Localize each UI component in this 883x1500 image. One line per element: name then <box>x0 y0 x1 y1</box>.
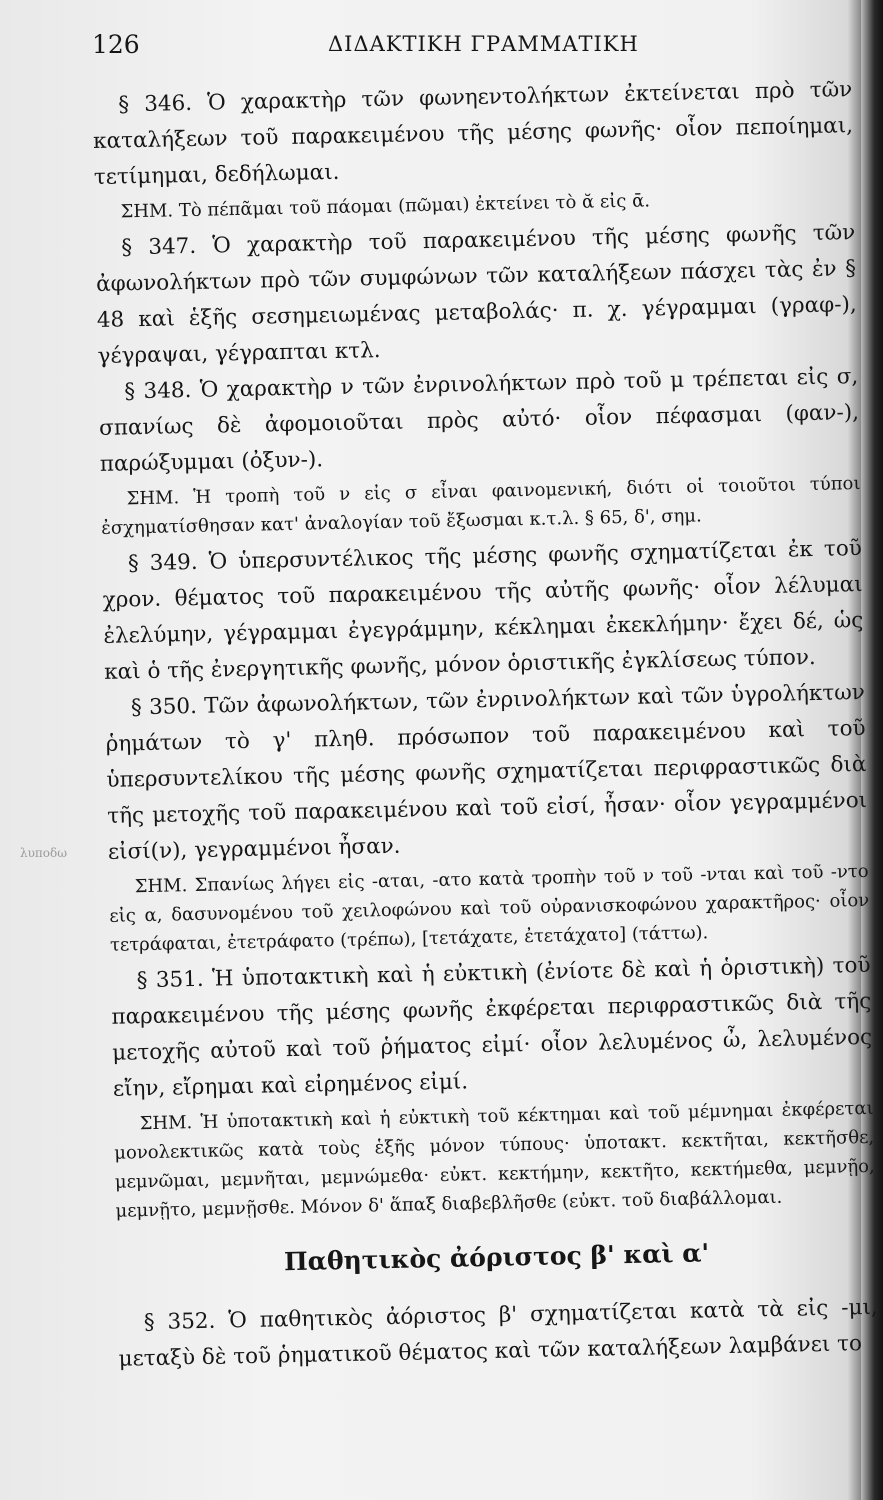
section-heading: Παθητικὸς ἀόριστος β' καὶ α' <box>283 1238 710 1277</box>
margin-bleed-text: λυποδω <box>20 846 68 860</box>
paragraph-348: § 348. Ὁ χαρακτὴρ ν τῶν ἐνρινολήκτων πρὸ τοῦ μ τρέπεται εἰς σ, σπανίως δὲ ἀφομοιοῦται πρὸς αὐτό· οἷον πέφασμαι (φαν-), παρώξυμμαι (ὀξυν-). <box>98 364 860 477</box>
paragraph-349: § 349. Ὁ ὑπερσυντέλικος τῆς μέσης φωνῆς σχηματίζεται ἐκ τοῦ χρον. θέματος τοῦ παρακειμένου τῆς αὐτῆς φωνῆς· οἷον λέλυμαι ἐλελύμην, γέγραμμαι ἐγεγράμμην, κέκλημαι ἐκεκλήμην· ἔχει δέ, ὡς καὶ ὁ τῆς ἐνεργητικῆς φωνῆς, μόνον ὁριστικῆς ἐγκλίσεως τύπον. <box>102 535 864 685</box>
paragraph-346: § 346. Ὁ χαρακτὴρ τῶν φωνηεντολήκτων ἐκτείνεται πρὸ τῶν καταλήξεων τοῦ παρακειμένου τῆς μέσης φωνῆς· οἷον πεποίημαι, τετίμημαι, δεδήλωμαι. <box>92 77 854 190</box>
paragraph-347: § 347. Ὁ χαρακτὴρ τοῦ παρακειμένου τῆς μέσης φωνῆς τῶν ἀφωνολήκτων πρὸ τῶν συμφώνων τῶν καταλήξεων πάσχει τὰς ἐν § 48 καὶ ἑξῆς σεσημειωμένας μεταβολάς· π. χ. γέγραμμαι (γραφ-), γέγραψαι, γέγραπται κτλ. <box>95 220 857 369</box>
page-header <box>92 30 852 70</box>
note-350: ΣΗΜ. Σπανίως λήγει εἰς -αται, -ατο κατὰ τροπὴν τοῦ ν τοῦ -νται καὶ τοῦ -ντο εἰς α, δασυνομένου τοῦ χειλοφώνου καὶ τοῦ οὐρανισκοφώνου χαρακτῆρος· οἷον τετράφαται, ἐτετράφατο (τρέπω), [τετάχατε, ἐτετάχατο] (τάττω). <box>109 860 870 956</box>
page-number: 126 <box>92 30 140 59</box>
note-346: ΣΗΜ. Τὸ πέπᾶμαι τοῦ πάομαι (πῶμαι) ἐκτείνει τὸ ᾰ εἰς ᾱ. <box>120 190 651 223</box>
note-351: ΣΗΜ. Ἡ ὑποτακτικὴ καὶ ἡ εὐκτικὴ τοῦ κέκτημαι καὶ τοῦ μέμνημαι ἐκφέρεται μονολεκτικῶς κατὰ τοὺς ἑξῆς μόνον τύπους· ὑποτακτ. κεκτῆται, κεκτῆσθε, μεμνῶμαι, μεμνῆται, μεμνώμεθα· εὐκτ. κεκτήμην, κεκτῆτο, κεκτήμεθα, μεμνῇο, μεμνῇτο, μεμνῇσθε. Μόνον δ' ἅπαξ διαβεβλῆσθε (εὐκτ. τοῦ διαβάλλομαι. <box>114 1097 875 1222</box>
page-body <box>92 72 879 1378</box>
paragraph-352: § 352. Ὁ παθητικὸς ἀόριστος β' σχηματίζεται κατὰ τὰ εἰς -μι, μεταξὺ δὲ τοῦ ῥηματικοῦ θέματος καὶ τῶν καταλήξεων λαμβάνει το <box>118 1294 878 1372</box>
paragraph-351: § 351. Ἡ ὑποτακτικὴ καὶ ἡ εὐκτικὴ (ἐνίοτε δὲ καὶ ἡ ὁριστικὴ) τοῦ παρακειμένου τῆς μέσης φωνῆς ἐκφέρεται περιφραστικῶς διὰ τῆς μετοχῆς αὐτοῦ καὶ τοῦ ῥήματος εἰμί· οἷον λελυμένος ὦ, λελυμένος εἴην, εἴρημαι καὶ εἰρημένος εἰμί. <box>111 952 873 1102</box>
note-348: ΣΗΜ. Ἡ τροπὴ τοῦ ν εἰς σ εἶναι φαινομενική, διότι οἱ τοιοῦτοι τύποι ἐσχηματίσθησαν κατ' ἀναλογίαν τοῦ ἔξωσμαι κ.τ.λ. § 65, δ', σημ. <box>101 472 861 539</box>
paragraph-350: § 350. Τῶν ἀφωνολήκτων, τῶν ἐνρινολήκτων καὶ τῶν ὑγρολήκτων ῥημάτων τὸ γ' πληθ. πρόσωπον τοῦ παρακειμένου καὶ τοῦ ὑπερσυντελίκου τῆς μέσης φωνῆς σχηματίζεται περιφραστικῶς διὰ τῆς μετοχῆς τοῦ παρακειμένου καὶ τοῦ εἰσί, ἦσαν· οἷον γεγραμμένοι εἰσί(ν), γεγραμμένοι ἦσαν. <box>105 679 868 865</box>
running-head: ΔΙΔΑΚΤΙΚΗ ΓΡΑΜΜΑΤΙΚΗ <box>328 32 639 56</box>
